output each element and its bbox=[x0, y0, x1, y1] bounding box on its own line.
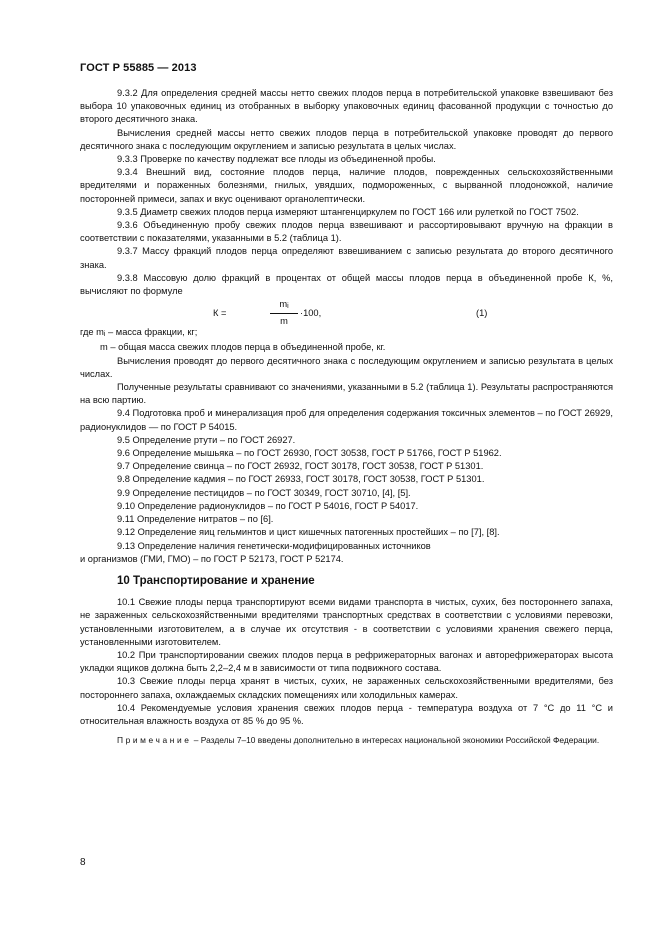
paragraph: 9.3.5 Диаметр свежих плодов перца измеряют штангенциркулем по ГОСТ 166 или рулеткой по ГОСТ 7502. bbox=[117, 206, 579, 217]
paragraph: 9.11 Определение нитратов – по [6]. bbox=[117, 514, 274, 525]
where-line-2: m – общая масса свежих плодов перца в объединенной пробе, кг. bbox=[100, 342, 386, 353]
page-body bbox=[80, 87, 613, 746]
paragraph: 10.4 Рекомендуемые условия хранения свежих плодов перца - температура воздуха от 7 °С до 11 °С и относительная влажность воздуха от 85 % до 95 %. bbox=[80, 702, 613, 726]
paragraph: 9.6 Определение мышьяка – по ГОСТ 26930, ГОСТ 30538, ГОСТ Р 51766, ГОСТ Р 51962. bbox=[117, 448, 502, 459]
formula-fraction bbox=[270, 298, 298, 327]
formula-multiplier: ·100, bbox=[300, 308, 322, 319]
formula-numerator: $m_i$ bbox=[279, 299, 289, 311]
paragraphs-block-a bbox=[80, 87, 613, 298]
fraction-bar bbox=[270, 313, 298, 314]
paragraph: Вычисления средней массы нетто свежих плодов перца в потребительской упаковке проводят до первого десятичного знака с последующим округлением и записью результата в целых числах. bbox=[80, 127, 613, 151]
paragraph: 10.3 Свежие плоды перца хранят в чистых, сухих, не зараженных сельскохозяйственными вредителями, без постороннего запаха, охлаждаемых складских помещениях или холодильных камерах. bbox=[80, 676, 613, 700]
paragraph: 9.4 Подготовка проб и минерализация проб для определения содержания токсичных элементов – по ГОСТ 26929, радионуклидов — по ГОСТ Р 54015. bbox=[80, 408, 613, 432]
section-10-paragraphs bbox=[80, 596, 613, 728]
paragraph: 9.9 Определение пестицидов – по ГОСТ 30349, ГОСТ 30710, [4], [5]. bbox=[117, 487, 411, 498]
formula-1 bbox=[80, 298, 613, 326]
paragraph: 9.3.4 Внешний вид, состояние плодов перца, наличие плодов, поврежденных сельскохозяйственными вредителями и пораженных болезнями, гнилых, увядших, подмороженных, с вырванной плодоножкой, наличие посторонней примеси, запах и вкус оценивают органолептически. bbox=[80, 167, 613, 204]
paragraph: 10.2 При транспортировании свежих плодов перца в рефрижераторных вагонах и авторефрижераторах высота укладки ящиков должна быть 2,2–2,4 м в зависимости от типа подвижного состава. bbox=[80, 649, 613, 674]
paragraph: 9.8 Определение кадмия – по ГОСТ 26933, ГОСТ 30178, ГОСТ 30538, ГОСТ Р 51301. bbox=[117, 474, 485, 485]
paragraph: 9.10 Определение радионуклидов – по ГОСТ Р 54016, ГОСТ Р 54017. bbox=[117, 500, 419, 511]
note bbox=[80, 734, 613, 746]
formula-number: (1) bbox=[476, 308, 488, 319]
paragraph: 9.3.3 Проверке по качеству подлежат все плоды из объединенной пробы. bbox=[117, 154, 436, 165]
paragraph-9-13-continuation: и организмов (ГМИ, ГМО) – по ГОСТ Р 52173, ГОСТ Р 52174. bbox=[80, 553, 344, 564]
section-10-heading: 10 Транспортирование и хранение bbox=[117, 574, 315, 587]
page-number: 8 bbox=[80, 857, 86, 868]
where-line-1: где $m_i$ – масса фракции, кг; bbox=[80, 327, 198, 339]
formula-denominator: m bbox=[280, 316, 288, 327]
paragraphs-block-b bbox=[80, 355, 613, 553]
paragraph: 9.3.8 Массовую долю фракций в процентах от общей массы плодов перца в объединенной пробе К, %, вычисляют по формуле bbox=[80, 272, 613, 297]
document-header: ГОСТ Р 55885 — 2013 bbox=[80, 62, 197, 74]
paragraph: 9.12 Определение яиц гельминтов и цист кишечных патогенных простейших – по [7], [8]. bbox=[117, 527, 500, 538]
paragraph: 9.5 Определение ртути – по ГОСТ 26927. bbox=[117, 434, 296, 445]
paragraph: 9.3.7 Массу фракций плодов перца определяют взвешиванием с записью результата до второго десятичного знака. bbox=[80, 246, 613, 270]
paragraph: 9.3.6 Объединенную пробу свежих плодов перца взвешивают и рассортировывают вручную на фракции в соответствии с показателями, указанными в 5.2 (таблица 1). bbox=[80, 220, 613, 244]
paragraph: 9.13 Определение наличия генетически-модифицированных источников bbox=[117, 540, 431, 551]
paragraph: 9.7 Определение свинца – по ГОСТ 26932, ГОСТ 30178, ГОСТ 30538, ГОСТ Р 51301. bbox=[117, 461, 484, 472]
paragraph: Вычисления проводят до первого десятичного знака с последующим округлением и записью результата в целых числах. bbox=[80, 355, 613, 379]
paragraph: Полученные результаты сравнивают со значениями, указанными в 5.2 (таблица 1). Результаты распространяются на всю партию. bbox=[80, 382, 613, 406]
paragraph: 9.3.2 Для определения средней массы нетто свежих плодов перца в потребительской упаковке взвешивают без выбора 10 упаковочных единиц из отобранных в выборку упаковочных единиц фасованной продукции с точностью до второго десятичного знака. bbox=[80, 88, 613, 125]
paragraph: 10.1 Свежие плоды перца транспортируют всеми видами транспорта в чистых, сухих, без постороннего запаха, не зараженных сельскохозяйственными вредителями транспортных средствах в соответствии с условиями перевозки, установленными изготовителем, а в случае их отсутствия - в соответствии с условиями хранения свежего перца, установленными изготовителем. bbox=[80, 597, 613, 647]
note-lead: Примечание bbox=[117, 735, 192, 746]
formula-lhs: К = bbox=[213, 308, 227, 319]
note-text: – Разделы 7–10 введены дополнительно в интересах национальной экономики Российской Федерации. bbox=[191, 735, 600, 746]
